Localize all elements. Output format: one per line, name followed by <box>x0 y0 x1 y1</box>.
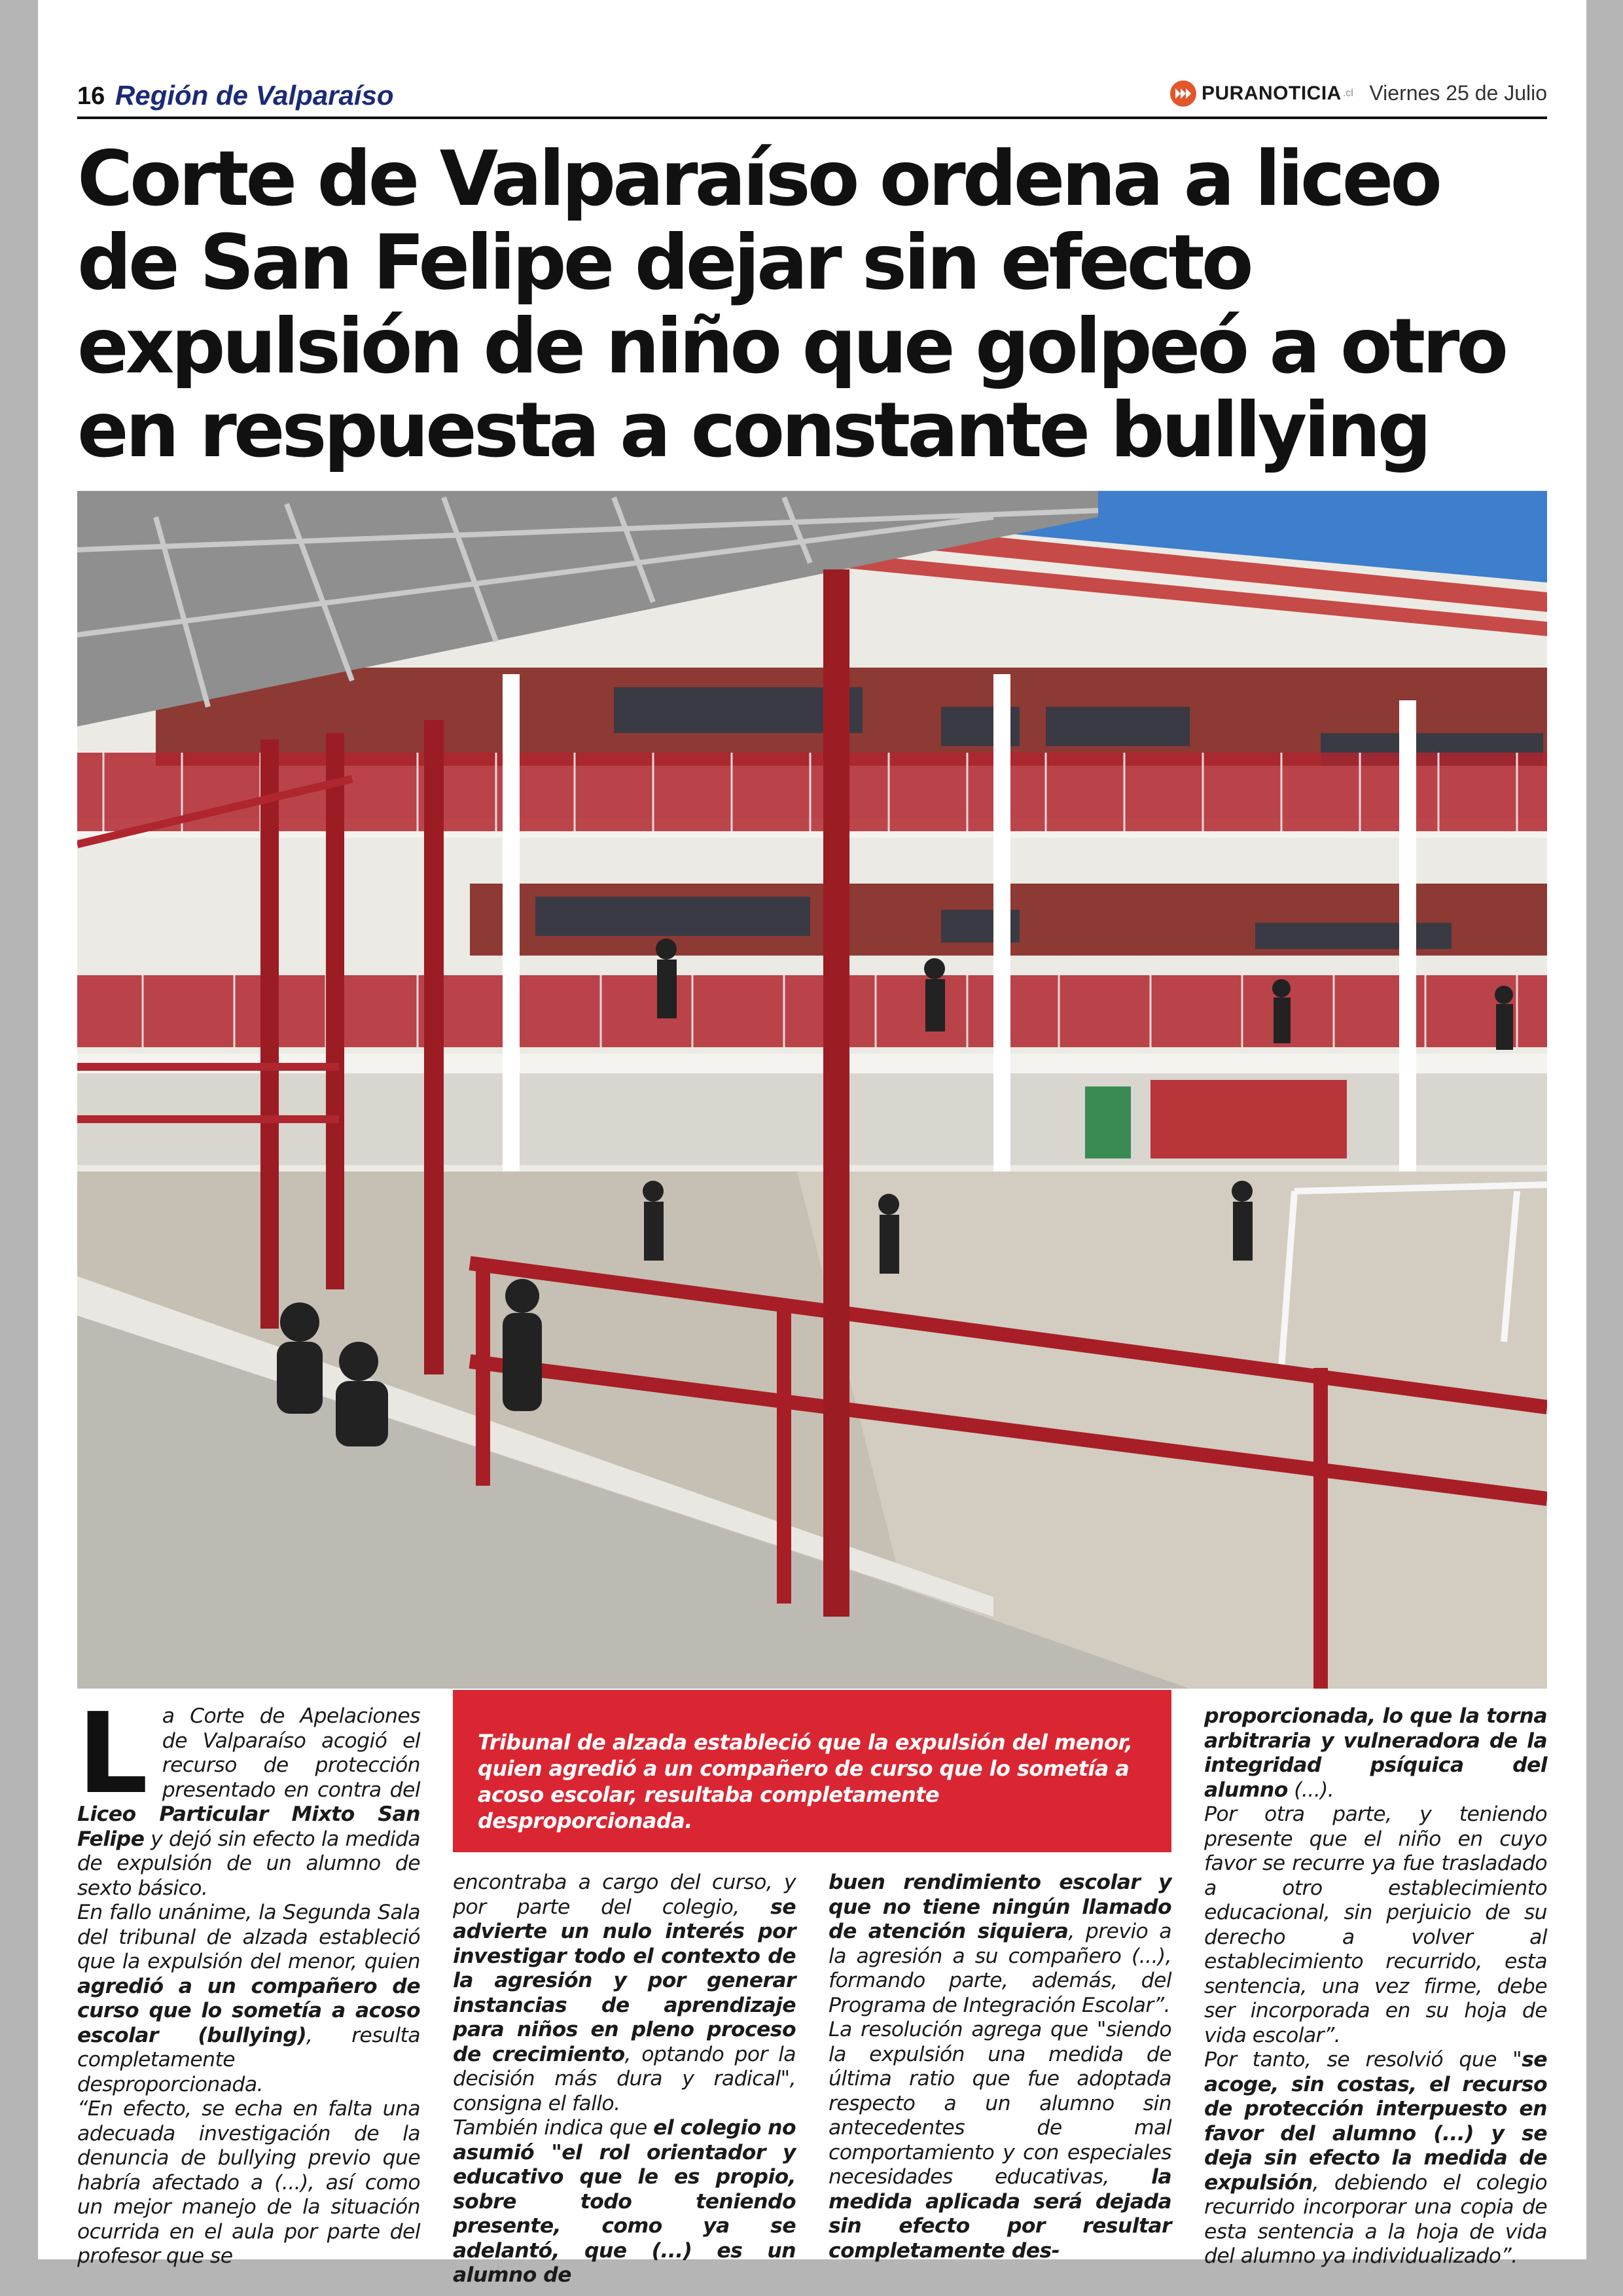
section-title: Región de Valparaíso <box>115 80 394 111</box>
logo-wordmark: PURANOTICIA <box>1202 82 1342 104</box>
paragraph: a Corte de Apelaciones de Valparaíso acogió el recurso de protección presentado en contra del Liceo Particular Mixto San Felipe y dejó sin efecto la medida de expulsión de un alumno de sexto básico. <box>77 1704 420 1900</box>
paragraph: La resolución agrega que "siendo la expulsión una medida de última ratio que fue adoptada respecto a un alumno sin antecedentes de mal comportamiento y con especiales necesidades educativas, la medida aplicada será dejada sin efecto por resultar completamente des- <box>829 2018 1171 2263</box>
logo-domain: .cl <box>1342 88 1353 99</box>
article-headline: Corte de Valparaíso ordena a liceo de San Felipe dejar sin efecto expulsión de niño que golpeó a otro en respuesta a constante bullying <box>77 135 1506 475</box>
paragraph: Por otra parte, y teniendo presente que el niño en cuyo favor se recurre ya fue trasladado a otro establecimiento educacional, sin perjuicio de su derecho a volver al establecimiento recurrido, esta sentencia, una vez firme, debe ser incorporada en su hoja de vida escolar”. <box>1204 1803 1547 2047</box>
paragraph: encontraba a cargo del curso, y por parte del colegio, se advierte un nulo interés por investigar todo el contexto de la agresión y por generar instancias de aprendizaje para niños en pleno proceso de crecimiento, optando por la decisión más dura y radical", consigna el fallo. <box>453 1871 796 2115</box>
paragraph: En fallo unánime, la Segunda Sala del tribunal de alzada estableció que la expulsión del menor, quien agredió a un compañero de curso que lo sometía a acoso escolar (bullying), resulta completamente desproporcionada. <box>77 1901 420 2096</box>
issue-date: Viernes 25 de Julio <box>1369 81 1547 105</box>
drop-cap: L <box>77 1689 148 1819</box>
article-column-1 <box>77 1689 420 2269</box>
paragraph: “En efecto, se echa en falta una adecuada investigación de la denuncia de bullying previo que habría afectado a (...), así como un mejor manejo de la situación ocurrida en el aula por parte del profesor que se <box>77 2097 420 2268</box>
play-arrows-icon <box>1170 81 1196 107</box>
paragraph: buen rendimiento escolar y que no tiene ningún llamado de atención siquiera, previo a la agresión a su compañero (...), formando parte, además, del Programa de Integración Escolar”. <box>829 1871 1171 2017</box>
article-column-3 <box>829 1871 1171 2263</box>
paragraph: proporcionada, lo que la torna arbitraria y vulneradora de la integridad psíquica del alumno (...). <box>1204 1704 1547 1802</box>
school-courtyard-photo <box>77 491 1547 1689</box>
pull-quote: Tribunal de alzada estableció que la expulsión del menor, quien agredió a un compañero de curso que lo sometía a acoso escolar, resultaba completamente desproporcionada. <box>453 1690 1171 1852</box>
paragraph: También indica que el colegio no asumió "el rol orientador y educativo que le es propio, sobre todo teniendo presente, como ya se adelantó, que (...) es un alumno de <box>453 2116 796 2287</box>
page-header <box>77 71 1547 119</box>
article-column-4 <box>1204 1704 1547 2269</box>
page-number: 16 <box>77 82 105 110</box>
paragraph: Por tanto, se resolvió que "se acoge, sin costas, el recurso de protección interpuesto en favor del alumno (...) y se deja sin efecto la medida de expulsión, debiendo el colegio recurrido incorporar una copia de esta sentencia a la hoja de vida del alumno ya individualizado”. <box>1204 2048 1547 2268</box>
puranoticia-logo <box>1170 79 1353 109</box>
article-column-2 <box>453 1871 796 2288</box>
